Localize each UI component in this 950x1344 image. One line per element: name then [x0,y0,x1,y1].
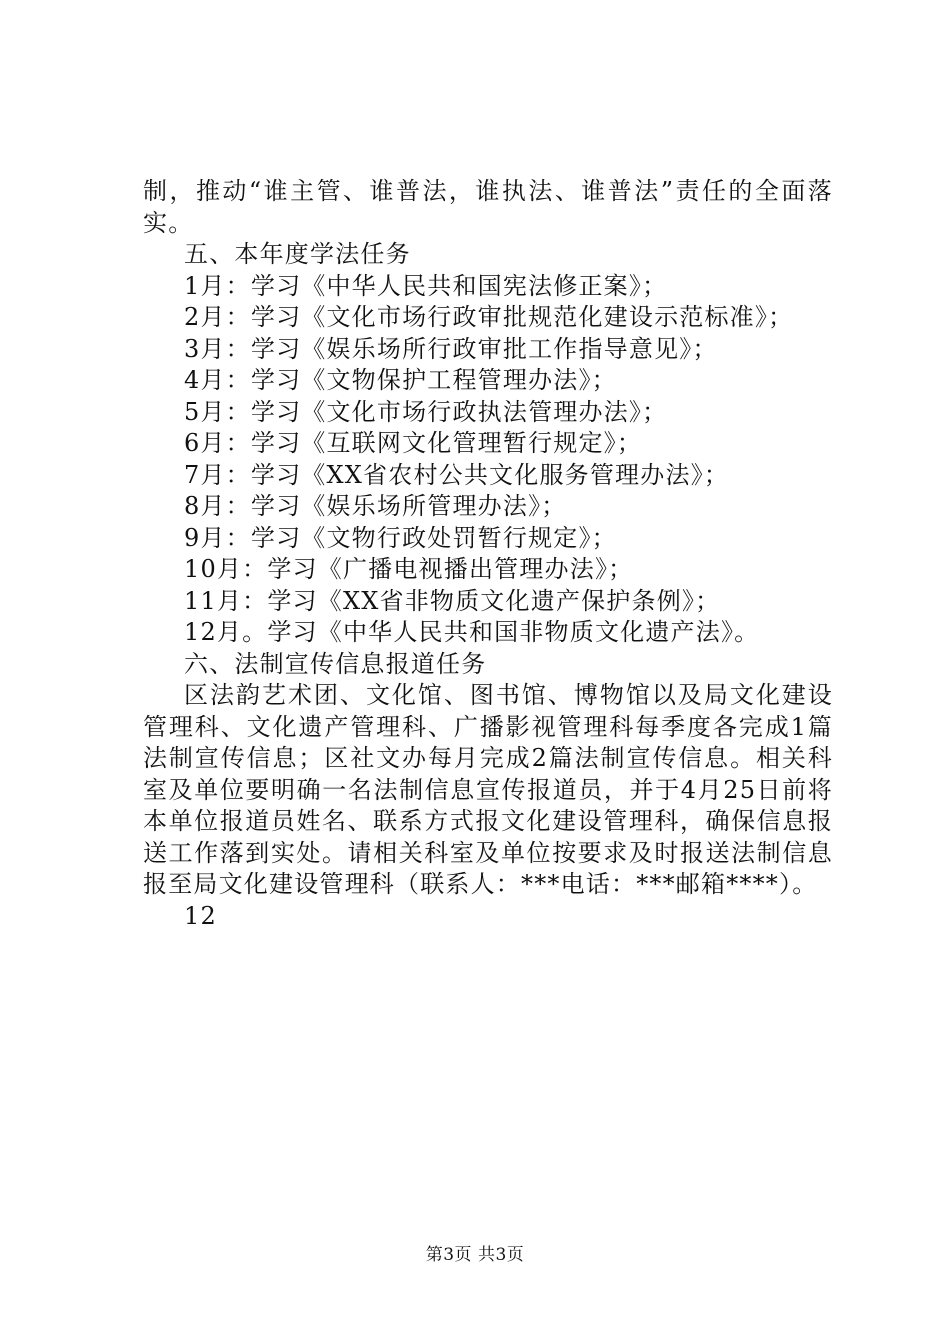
task-item-8: 8月：学习《娱乐场所管理办法》； [184,492,567,520]
task-item-4: 4月：学习《文物保护工程管理办法》； [184,366,617,394]
task-item-9: 9月：学习《文物行政处罚暂行规定》； [184,523,617,552]
task-item-3: 3月：学习《娱乐场所行政审批工作指导意见》； [184,334,718,363]
section6-paragraph: 区法韵艺术团、文化馆、图书馆、博物馆以及局文化建设管理科、文化遗产管理科、广播影视管理科每季度各完成1篇法制宣传信息；区社文办每月完成2篇法制宣传信息。相关科室及单位要明确一名法制信息宣传报道员，并于4月25日前将本单位报道员姓名、联系方式报文化建设管理科，确保信息报送工作落到实处。请相关科室及单位按要求及时报送法制信息报至局文化建设管理科（联系人：***电话：***邮箱****）。 [143,681,833,898]
document-body [143,176,833,932]
task-item-1: 1月：学习《中华人民共和国宪法修正案》； [184,271,668,300]
task-item-5: 5月：学习《文化市场行政执法管理办法》； [184,397,668,426]
task-item-10: 10月：学习《广播电视播出管理办法》； [184,555,634,583]
task-item-6: 6月：学习《互联网文化管理暂行规定》； [184,429,643,457]
task-item-11: 11月：学习《XX省非物质文化遗产保护条例》； [184,586,721,615]
task-item-7: 7月：学习《XX省农村公共文化服务管理办法》； [184,460,730,489]
page-footer: 第3页 共3页 [425,1245,525,1265]
task-item-12: 12月。学习《中华人民共和国非物质文化遗产法》。 [184,618,760,646]
trailing-number: 12 [184,901,217,930]
continuation-paragraph: 制，推动“谁主管、谁普法，谁执法、谁普法”责任的全面落实。 [143,177,833,237]
section-heading-5: 五、本年度学法任务 [184,240,411,268]
task-item-2: 2月：学习《文化市场行政审批规范化建设示范标准》； [184,303,794,331]
section-heading-6: 六、法制宣传信息报道任务 [184,649,487,678]
